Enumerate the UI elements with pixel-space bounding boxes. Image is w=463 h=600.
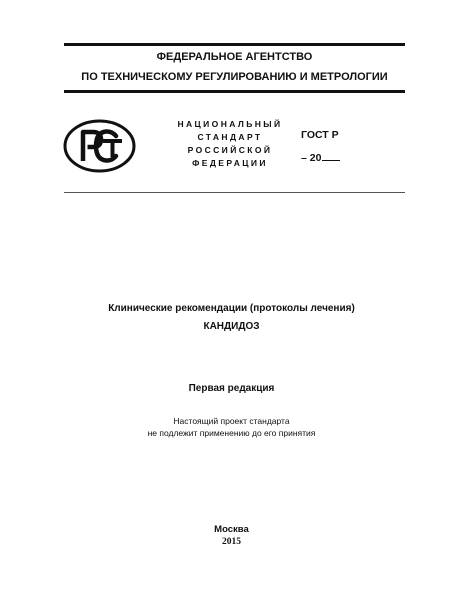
divider-rule xyxy=(64,192,405,193)
edition-label: Первая редакция xyxy=(188,383,275,394)
document-subject: КАНДИДОЗ xyxy=(203,321,260,332)
draft-note xyxy=(40,415,423,439)
draft-note-line-1: Настоящий проект стандарта xyxy=(173,416,290,426)
agency-line-1: ФЕДЕРАЛЬНОЕ АГЕНТСТВО xyxy=(156,51,313,63)
natstd-line-3: РОССИЙСКОЙ xyxy=(187,145,273,155)
publication-year: 2015 xyxy=(222,537,241,547)
document-title: Клинические рекомендации (протоколы лечения) xyxy=(108,303,355,314)
natstd-line-4: ФЕДЕРАЦИИ xyxy=(192,158,268,168)
gost-number-blank xyxy=(322,151,340,161)
national-standard-caption xyxy=(170,118,290,170)
gost-number-line xyxy=(301,147,340,170)
publication-city: Москва xyxy=(214,524,249,535)
rst-logo-icon xyxy=(63,119,136,173)
gost-label: ГОСТ Р xyxy=(301,129,339,141)
gost-designation xyxy=(301,124,340,170)
natstd-line-2: СТАНДАРТ xyxy=(197,132,263,142)
agency-name xyxy=(64,47,405,87)
gost-number: – 20 xyxy=(301,152,322,164)
draft-note-line-2: не подлежит применению до его принятия xyxy=(147,428,316,438)
header-rule xyxy=(64,90,405,93)
agency-line-2: ПО ТЕХНИЧЕСКОМУ РЕГУЛИРОВАНИЮ И МЕТРОЛОГИИ xyxy=(81,71,388,83)
top-rule xyxy=(64,43,405,46)
natstd-line-1: НАЦИОНАЛЬНЫЙ xyxy=(177,119,283,129)
